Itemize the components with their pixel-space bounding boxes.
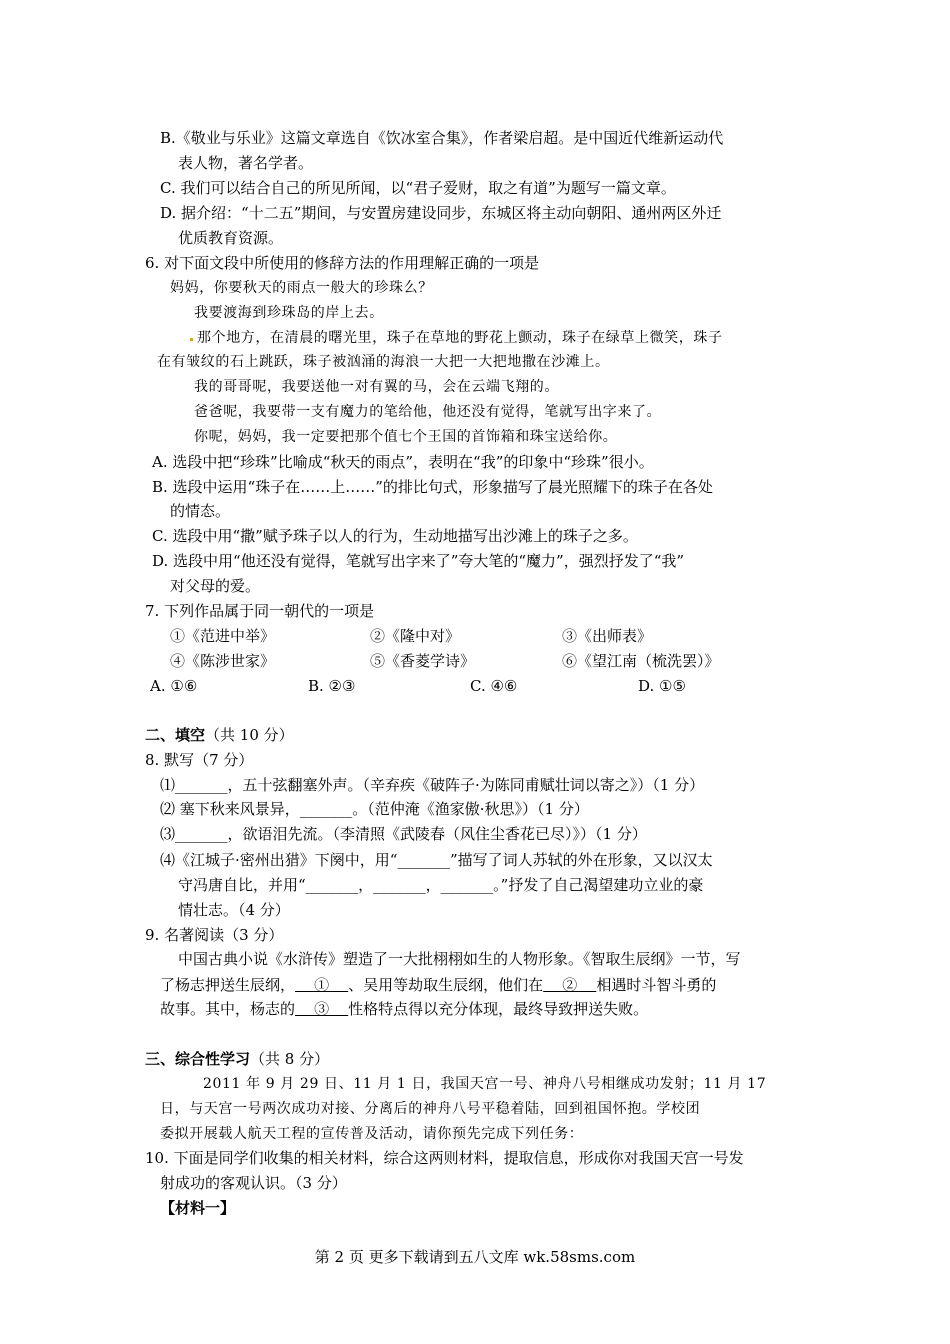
section-2-title: 二、填空	[145, 726, 206, 744]
section-2-heading	[145, 725, 294, 745]
q6-poem-line: 我的哥哥呢，我要送他一对有翼的马，会在云端飞翔的。	[194, 379, 559, 395]
q6-stem: 6. 对下面文段中所使用的修辞方法的作用理解正确的一项是	[145, 254, 540, 272]
q9-text: 相遇时斗智斗勇的	[596, 976, 717, 994]
q8-stem: 8. 默写（7 分）	[145, 751, 254, 769]
section-3-heading	[145, 1049, 329, 1069]
q7-work: ①《范进中举》	[170, 627, 276, 645]
section-3-intro-line1: 2011 年 9 月 29 日、11 月 1 日，我国天宫一号、神舟八号相继成功发射；11 月 17	[203, 1076, 767, 1092]
q6-poem-line: 妈妈，你要秋天的雨点一般大的珍珠么？	[170, 280, 433, 296]
q7-work: ②《隆中对》	[370, 627, 461, 645]
q9-text: 性格特点得以充分体现，最终导致押送失败。	[348, 1000, 649, 1018]
q10-stem-line1: 10. 下面是同学们收集的相关材料，综合这两则材料，提取信息，形成你对我国天宫一号发	[145, 1149, 744, 1167]
q5-option-d-line2: 优质教育资源。	[178, 229, 284, 247]
q6-poem-line: 在有皱纹的石上跳跃，珠子被汹涌的海浪一大把一大把地撒在沙滩上。	[157, 354, 610, 370]
q7-option-a: A. ①⑥	[150, 677, 198, 695]
section-2-score: （共 10 分）	[205, 726, 294, 744]
q9-para-line1: 中国古典小说《水浒传》塑造了一大批栩栩如生的人物形象。《智取生辰纲》一节，写	[178, 950, 741, 968]
q7-stem: 7. 下列作品属于同一朝代的一项是	[145, 602, 375, 620]
q8-item-2: ⑵ 塞下秋来风景异，_______。（范仲淹《渔家傲·秋思》）（1 分）	[160, 800, 589, 818]
q9-para-line3	[160, 999, 648, 1019]
q8-item-4-line3: 情壮志。（4 分）	[178, 901, 290, 919]
q9-para-line2	[160, 975, 716, 995]
q6-poem-line: 爸爸呢，我要带一支有魔力的笔给他，他还没有觉得，笔就写出字来了。	[194, 404, 662, 420]
section-3-score: （共 8 分）	[250, 1050, 330, 1068]
q9-text: 了杨志押送生辰纲，	[160, 976, 296, 994]
q7-work: ⑥《望江南（梳洗罢）》	[562, 652, 720, 670]
q6-option-d-line2: 对父母的爱。	[170, 577, 261, 595]
q6-option-b-line2: 的情态。	[170, 502, 231, 520]
page-footer: 第 2 页 更多下载请到五八文库 wk.58sms.com	[314, 1248, 636, 1266]
q6-poem-line: 你呢，妈妈，我一定要把那个值七个王国的首饰箱和珠宝送给你。	[194, 429, 618, 445]
q8-item-3: ⑶_______，欲语泪先流。（李清照《武陵春（风住尘香花已尽）》）（1 分）	[160, 825, 647, 843]
q9-text: 、吴用等劫取生辰纲，他们在	[348, 976, 544, 994]
blank-2: ②	[543, 976, 597, 994]
decorative-dot	[190, 338, 193, 341]
q8-item-4-line1: ⑷《江城子·密州出猎》下阕中，用“_______”描写了词人苏轼的外在形象，又以汉太	[160, 851, 713, 869]
q10-stem-line2: 射成功的客观认识。（3 分）	[160, 1174, 347, 1192]
section-3-title: 三、综合性学习	[145, 1050, 251, 1068]
q7-option-b: B. ②③	[308, 677, 356, 695]
q6-option-d-line1: D. 选段中用“他还没有觉得，笔就写出字来了”夸大笔的“魔力”，强烈抒发了“我”	[152, 552, 685, 570]
q8-item-1: ⑴_______，五十弦翻塞外声。（辛弃疾《破阵子·为陈同甫赋壮词以寄之》）（1 分）	[160, 776, 705, 794]
material-label: 【材料一】	[160, 1199, 236, 1217]
q9-stem: 9. 名著阅读（3 分）	[145, 926, 284, 944]
section-3-intro-line2: 日，与天宫一号两次成功对接、分离后的神舟八号平稳着陆，回到祖国怀抱。学校团	[160, 1101, 701, 1117]
q6-poem-line: 那个地方，在清晨的曙光里，珠子在草地的野花上颤动，珠子在绿草上微笑，珠子	[197, 330, 723, 346]
q6-option-c: C. 选段中用“撒”赋予珠子以人的行为，生动地描写出沙滩上的珠子之多。	[152, 527, 638, 545]
q6-poem-line: 我要渡海到珍珠岛的岸上去。	[194, 305, 384, 321]
q5-option-c: C. 我们可以结合自己的所见所闻，以“君子爱财，取之有道”为题写一篇文章。	[160, 179, 676, 197]
blank-1: ①	[295, 976, 349, 994]
q5-option-d-line1: D. 据介绍：“十二五”期间，与安置房建设同步，东城区将主动向朝阳、通州两区外迁	[160, 204, 722, 222]
q5-option-b-line2: 表人物，著名学者。	[178, 154, 314, 172]
q5-option-b-line1: B.《敬业与乐业》这篇文章选自《饮冰室合集》，作者梁启超。是中国近代维新运动代	[160, 129, 724, 147]
q7-work: ⑤《香菱学诗》	[370, 652, 476, 670]
q7-work: ④《陈涉世家》	[170, 652, 276, 670]
q8-item-4-line2: 守冯唐自比，并用“_______，_______，_______。”抒发了自己渴望建功立业的豪	[178, 876, 704, 894]
q7-option-c: C. ④⑥	[470, 677, 518, 695]
q6-option-a: A. 选段中把“珍珠”比喻成“秋天的雨点”，表明在“我”的印象中“珍珠”很小。	[152, 453, 654, 471]
section-3-intro-line3: 委拟开展载人航天工程的宣传普及活动，请你预先完成下列任务：	[160, 1126, 584, 1142]
q7-work: ③《出师表》	[562, 627, 653, 645]
blank-3: ③	[295, 1000, 349, 1018]
q7-option-d: D. ①⑤	[638, 677, 686, 695]
q6-option-b-line1: B. 选段中运用“珠子在……上……”的排比句式，形象描写了晨光照耀下的珠子在各处	[152, 478, 713, 496]
q9-text: 故事。其中，杨志的	[160, 1000, 296, 1018]
